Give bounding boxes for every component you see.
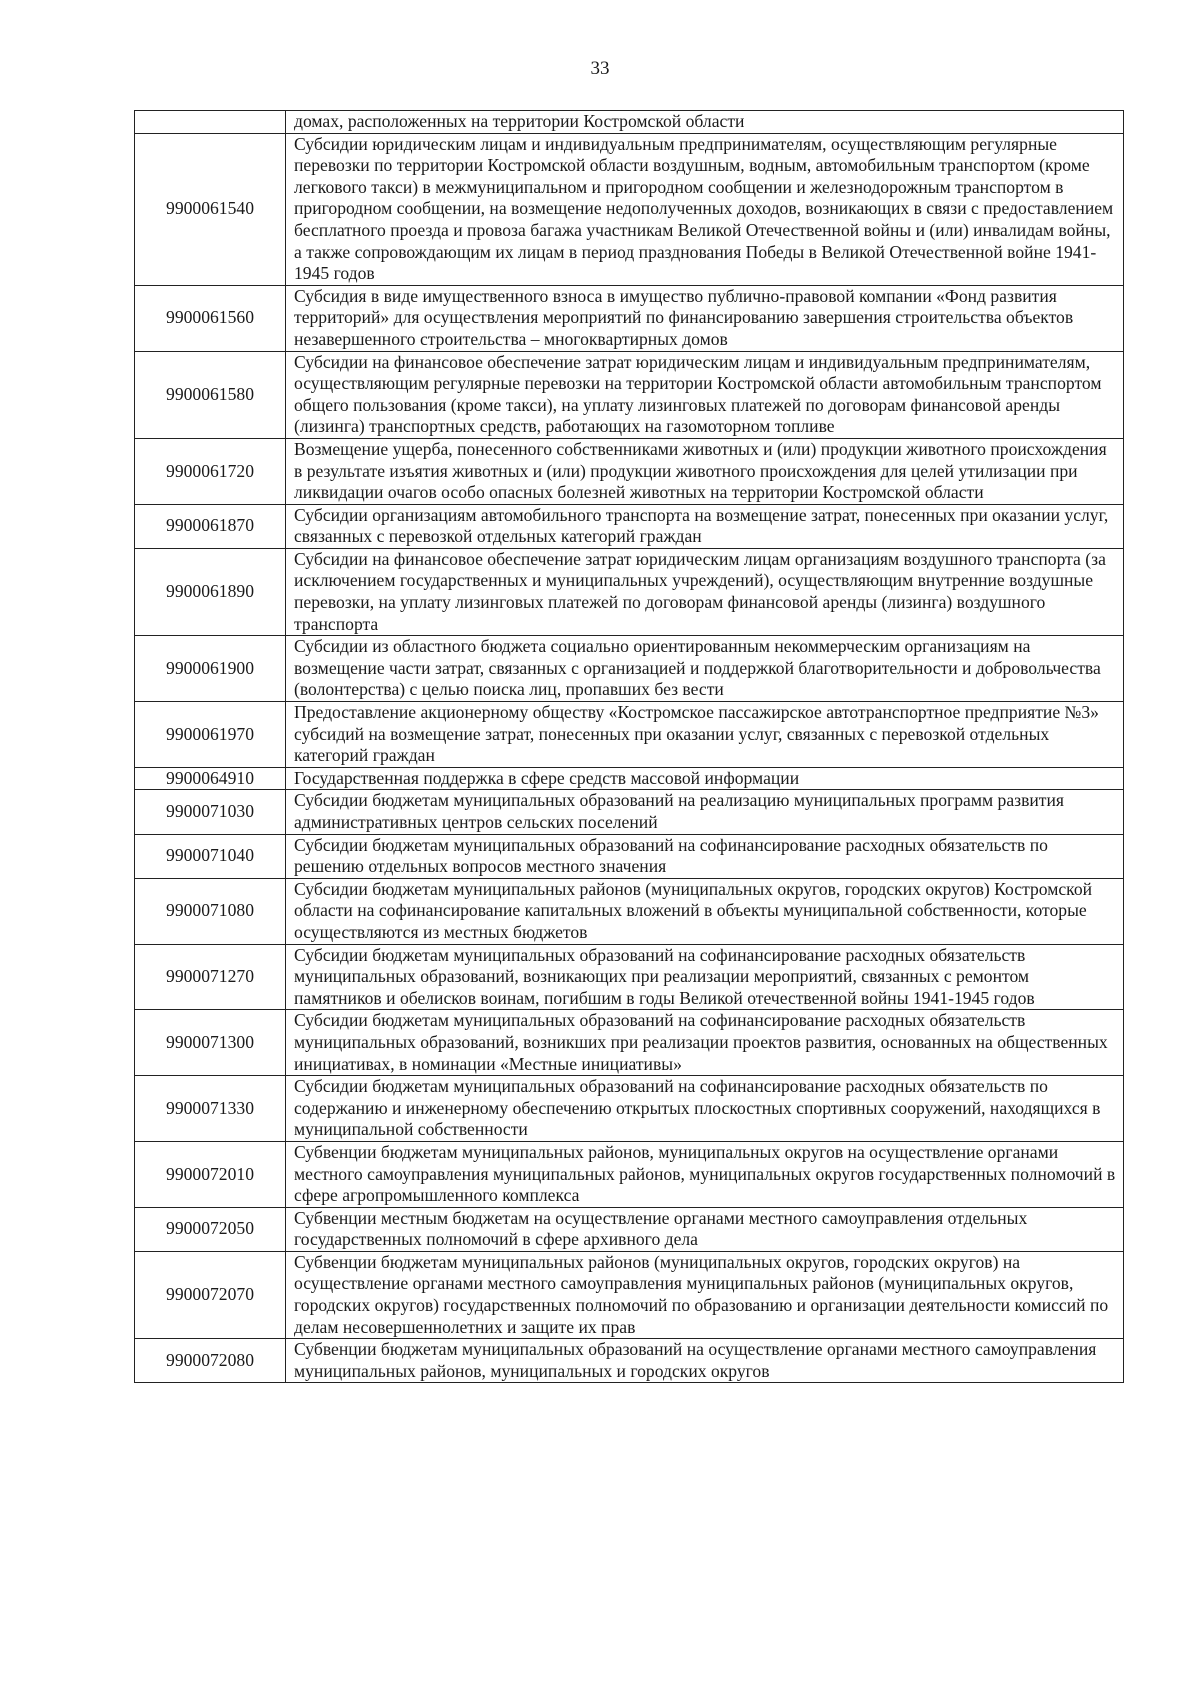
row-code: 9900061580 xyxy=(135,351,286,438)
table-row xyxy=(135,1251,1124,1338)
table-row xyxy=(135,438,1124,504)
table-row xyxy=(135,1141,1124,1207)
table-row xyxy=(135,504,1124,548)
table-row xyxy=(135,878,1124,944)
row-code: 9900071080 xyxy=(135,878,286,944)
row-code: 9900061540 xyxy=(135,133,286,285)
row-description: Субсидии бюджетам муниципальных районов (муниципальных округов, городских округов) Костромской области на софинансирование капитальных вложений в объекты муниципальной собственности, которые осуществляются из местных бюджетов xyxy=(286,878,1124,944)
row-description: Субсидии на финансовое обеспечение затрат юридическим лицам организациям воздушного транспорта (за исключением государственных и муниципальных учреждений), осуществляющим внутренние воздушные перевозки, на уплату лизинговых платежей по договорам финансовой аренды (лизинга) воздушного транспорта xyxy=(286,548,1124,635)
row-code: 9900072010 xyxy=(135,1141,286,1207)
table-row xyxy=(135,790,1124,834)
table-row xyxy=(135,1339,1124,1383)
row-description: Субсидии на финансовое обеспечение затрат юридическим лицам и индивидуальным предпринимателям, осуществляющим регулярные перевозки на территории Костромской области автомобильным транспортом общего пользования (кроме такси), на уплату лизинговых платежей по договорам финансовой аренды (лизинга) транспортных средств, работающих на газомоторном топливе xyxy=(286,351,1124,438)
table-row xyxy=(135,351,1124,438)
table-row xyxy=(135,133,1124,285)
row-description: Субсидии бюджетам муниципальных образований на реализацию муниципальных программ развития административных центров сельских поселений xyxy=(286,790,1124,834)
row-code: 9900071030 xyxy=(135,790,286,834)
row-description: Субвенции бюджетам муниципальных районов, муниципальных округов на осуществление органами местного самоуправления муниципальных районов, муниципальных округов государственных полномочий в сфере агропромышленного комплекса xyxy=(286,1141,1124,1207)
table-row xyxy=(135,111,1124,134)
row-code: 9900061890 xyxy=(135,548,286,635)
row-description: Возмещение ущерба, понесенного собственниками животных и (или) продукции животного происхождения в результате изъятия животных и (или) продукции животного происхождения для целей утилизации при ликвидации очагов особо опасных болезней животных на территории Костромской области xyxy=(286,438,1124,504)
row-code: 9900061870 xyxy=(135,504,286,548)
row-code: 9900061720 xyxy=(135,438,286,504)
table-body xyxy=(135,111,1124,1383)
table-row xyxy=(135,1076,1124,1142)
row-description: Субсидии бюджетам муниципальных образований на софинансирование расходных обязательств по содержанию и инженерному обеспечению открытых плоскостных спортивных сооружений, находящихся в муниципальной собственности xyxy=(286,1076,1124,1142)
row-code: 9900072070 xyxy=(135,1251,286,1338)
row-code: 9900071270 xyxy=(135,944,286,1010)
row-code: 9900061970 xyxy=(135,702,286,768)
row-description: Субсидии из областного бюджета социально ориентированным некоммерческим организациям на возмещение части затрат, связанных с организацией и поддержкой благотворительности и добровольчества (волонтерства) с целью поиска лиц, пропавших без вести xyxy=(286,636,1124,702)
budget-codes-table xyxy=(134,110,1124,1383)
table-row xyxy=(135,702,1124,768)
table-row xyxy=(135,1010,1124,1076)
table-row xyxy=(135,285,1124,351)
row-description: Субсидия в виде имущественного взноса в имущество публично-правовой компании «Фонд развития территорий» для осуществления мероприятий по финансированию завершения строительства объектов незавершенного строительства – многоквартирных домов xyxy=(286,285,1124,351)
table-row xyxy=(135,944,1124,1010)
row-description: Субсидии юридическим лицам и индивидуальным предпринимателям, осуществляющим регулярные перевозки по территории Костромской области воздушным, водным, автомобильным транспортом (кроме легкового такси) в межмуниципальном и пригородном сообщении и железнодорожным транспортом в пригородном сообщении, на возмещение недополученных доходов, возникающих в связи с предоставлением бесплатного проезда и провоза багажа участникам Великой Отечественной войны и (или) инвалидам войны, а также сопровождающим их лицам в период празднования Победы в Великой Отечественной войне 1941-1945 годов xyxy=(286,133,1124,285)
row-description: Субсидии бюджетам муниципальных образований на софинансирование расходных обязательств по решению отдельных вопросов местного значения xyxy=(286,834,1124,878)
row-description: Субвенции бюджетам муниципальных районов (муниципальных округов, городских округов) на осуществление органами местного самоуправления муниципальных районов (муниципальных округов, городских округов) государственных полномочий по образованию и организации деятельности комиссий по делам несовершеннолетних и защите их прав xyxy=(286,1251,1124,1338)
row-code: 9900061900 xyxy=(135,636,286,702)
table-row xyxy=(135,767,1124,790)
page-number: 33 xyxy=(590,58,610,79)
row-code: 9900071330 xyxy=(135,1076,286,1142)
table-row xyxy=(135,834,1124,878)
row-description: домах, расположенных на территории Костромской области xyxy=(286,111,1124,134)
row-code: 9900072050 xyxy=(135,1207,286,1251)
row-description: Субсидии организациям автомобильного транспорта на возмещение затрат, понесенных при оказании услуг, связанных с перевозкой отдельных категорий граждан xyxy=(286,504,1124,548)
table-row xyxy=(135,548,1124,635)
row-description: Государственная поддержка в сфере средств массовой информации xyxy=(286,767,1124,790)
row-code: 9900064910 xyxy=(135,767,286,790)
row-description: Субсидии бюджетам муниципальных образований на софинансирование расходных обязательств муниципальных образований, возникающих при реализации мероприятий, связанных с ремонтом памятников и обелисков воинам, погибшим в годы Великой отечественной войны 1941-1945 годов xyxy=(286,944,1124,1010)
row-code: 9900071300 xyxy=(135,1010,286,1076)
row-description: Предоставление акционерному обществу «Костромское пассажирское автотранспортное предприятие №3» субсидий на возмещение затрат, понесенных при оказании услуг, связанных с перевозкой отдельных категорий граждан xyxy=(286,702,1124,768)
row-code: 9900061560 xyxy=(135,285,286,351)
row-code: 9900072080 xyxy=(135,1339,286,1383)
row-description: Субвенции местным бюджетам на осуществление органами местного самоуправления отдельных государственных полномочий в сфере архивного дела xyxy=(286,1207,1124,1251)
table-row xyxy=(135,1207,1124,1251)
row-code xyxy=(135,111,286,134)
row-description: Субвенции бюджетам муниципальных образований на осуществление органами местного самоуправления муниципальных районов, муниципальных и городских округов xyxy=(286,1339,1124,1383)
table-row xyxy=(135,636,1124,702)
row-description: Субсидии бюджетам муниципальных образований на софинансирование расходных обязательств муниципальных образований, возникших при реализации проектов развития, основанных на общественных инициативах, в номинации «Местные инициативы» xyxy=(286,1010,1124,1076)
row-code: 9900071040 xyxy=(135,834,286,878)
